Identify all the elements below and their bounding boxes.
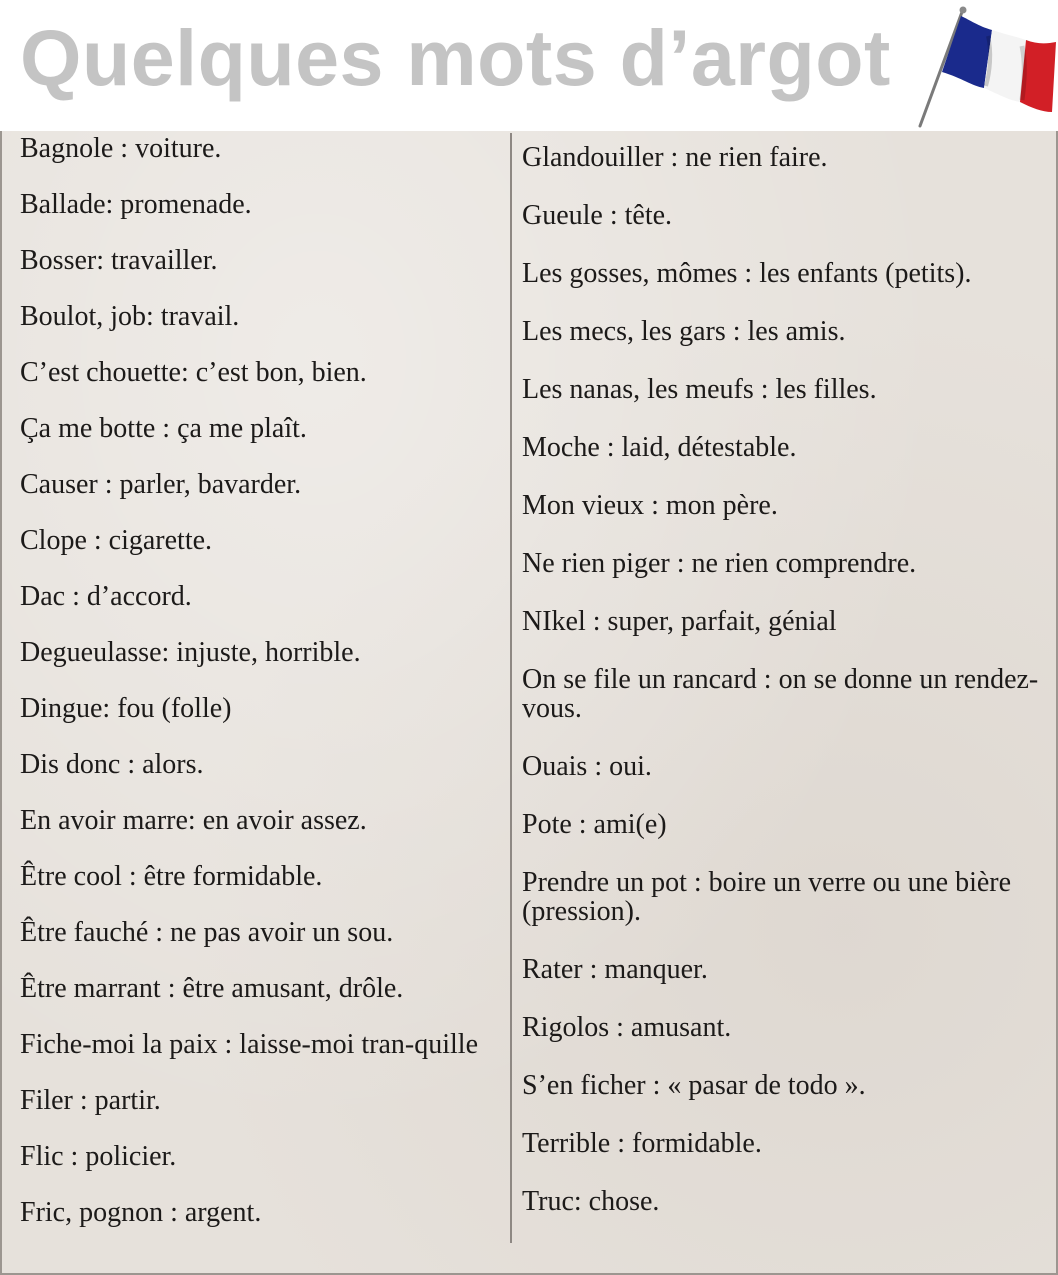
list-item: Prendre un pot : boire un verre ou une bière (pression).	[522, 867, 1012, 927]
list-item: Pote : ami(e)	[522, 809, 667, 840]
list-item: Degueulasse: injuste, horrible.	[20, 637, 361, 668]
list-item: Rater : manquer.	[522, 954, 708, 985]
list-item: Bagnole : voiture.	[20, 133, 222, 164]
list-item: Moche : laid, détestable.	[522, 432, 797, 463]
list-item: Ça me botte : ça me plaît.	[20, 413, 307, 444]
list-item: Causer : parler, bavarder.	[20, 469, 302, 500]
list-item: Rigolos : amusant.	[522, 1012, 732, 1043]
list-item: Mon vieux : mon père.	[522, 490, 778, 521]
list-item: Dac : d’accord.	[20, 581, 192, 612]
list-item: NIkel : super, parfait, génial	[522, 606, 837, 637]
list-item: Les nanas, les meufs : les filles.	[522, 374, 877, 405]
list-item: Glandouiller : ne rien faire.	[522, 142, 828, 173]
list-item: Les mecs, les gars : les amis.	[522, 316, 846, 347]
list-item: Boulot, job: travail.	[20, 301, 240, 332]
flag-stripe-blue	[942, 16, 992, 88]
list-item: Gueule : tête.	[522, 200, 673, 231]
header	[0, 0, 1058, 131]
list-item: Flic : policier.	[20, 1141, 177, 1172]
column-divider	[510, 133, 512, 1243]
list-item: Terrible : formidable.	[522, 1128, 762, 1159]
list-item: Ballade: promenade.	[20, 189, 252, 220]
list-item: S’en ficher : « pasar de todo ».	[522, 1070, 866, 1101]
list-item: Les gosses, mômes : les enfants (petits).	[522, 258, 972, 289]
list-item: Être marrant : être amusant, drôle.	[20, 973, 404, 1004]
list-item: Ne rien piger : ne rien comprendre.	[522, 548, 917, 579]
list-item: Truc: chose.	[522, 1186, 660, 1217]
list-item: Dingue: fou (folle)	[20, 693, 232, 724]
left-word-list	[20, 134, 502, 1254]
list-item: Fiche-moi la paix : laisse-moi tran-quille	[20, 1029, 478, 1060]
list-item: Être cool : être formidable.	[20, 861, 323, 892]
right-word-list	[522, 143, 1044, 1245]
list-item: Bosser: travailler.	[20, 245, 218, 276]
list-item: On se file un rancard : on se donne un rendez-vous.	[522, 664, 1039, 724]
list-item: Fric, pognon : argent.	[20, 1197, 262, 1228]
list-item: Filer : partir.	[20, 1085, 161, 1116]
french-flag-icon	[912, 2, 1058, 130]
list-item: Être fauché : ne pas avoir un sou.	[20, 917, 394, 948]
list-item: Clope : cigarette.	[20, 525, 213, 556]
list-item: En avoir marre: en avoir assez.	[20, 805, 367, 836]
page-title: Quelques mots d’argot	[20, 13, 891, 102]
list-item: Ouais : oui.	[522, 751, 652, 782]
list-item: C’est chouette: c’est bon, bien.	[20, 357, 367, 388]
list-item: Dis donc : alors.	[20, 749, 204, 780]
